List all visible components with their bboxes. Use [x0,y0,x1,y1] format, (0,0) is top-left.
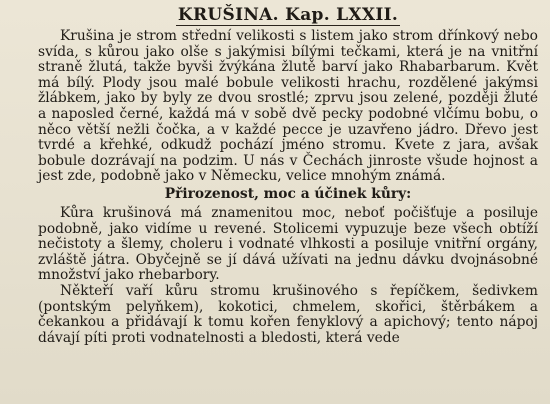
chapter-title: KRUŠINA. Kap. LXXII. [177,5,399,25]
description-paragraph: Krušina je strom střední velikosti s listem jako strom dřínkový nebo svída, s kůrou jako olše s jakýmisi bílými tečkami, která je na vnitřní straně žlutá, takže byvši žvýkána žlutě barví jako Rhabarbarum. Květ má bílý. Plody jsou malé bobule velikosti hrachu, rozdělené jakýmsi žlábkem, jako by byly ze dvou srostlé; zprvu jsou zelené, později žluté a naposled černé, každá má v sobě dvě pecky podobné vlčímu bobu, o něco větší nežli čočka, a v každé pecce je uzavřeno jádro. Dřevo jest tvrdé a křehké, odkudž pochází jméno stromu. Kvete z jara, avšak bobule dozrávají na podzim. U nás v Čechách jinroste všude hojnost a jest zde, podobně jako v Německu, velice mnohým známá. [38,28,538,185]
section-subheading: Přirozenost, moc a účinek kůry: [164,185,412,202]
preparation-paragraph: Někteří vaří kůru stromu krušinového s řepíčkem, šedivkem (pontským pelyňkem), kokotici, chmelem, skořici, štěrbákem a čekankou a přidávají k tomu kořen fenyklový a apichový; tento nápoj dávají píti proti vodnatelnosti a bledosti, která vede [38,282,538,346]
bark-effects-paragraph: Kůra krušinová má znamenitou moc, neboť počišťuje a posiluje podobně, jako vidíme u revené. Stolicemi vypuzuje beze všech obtíží nečistoty a šlemy, choleru i vodnaté vlhkosti a posiluje vnitřní orgány, zvláště játra. Obyčejně se jí dává užívati na jednu dávku dvojnásobné množství jako rhebarbory. [38,204,538,284]
